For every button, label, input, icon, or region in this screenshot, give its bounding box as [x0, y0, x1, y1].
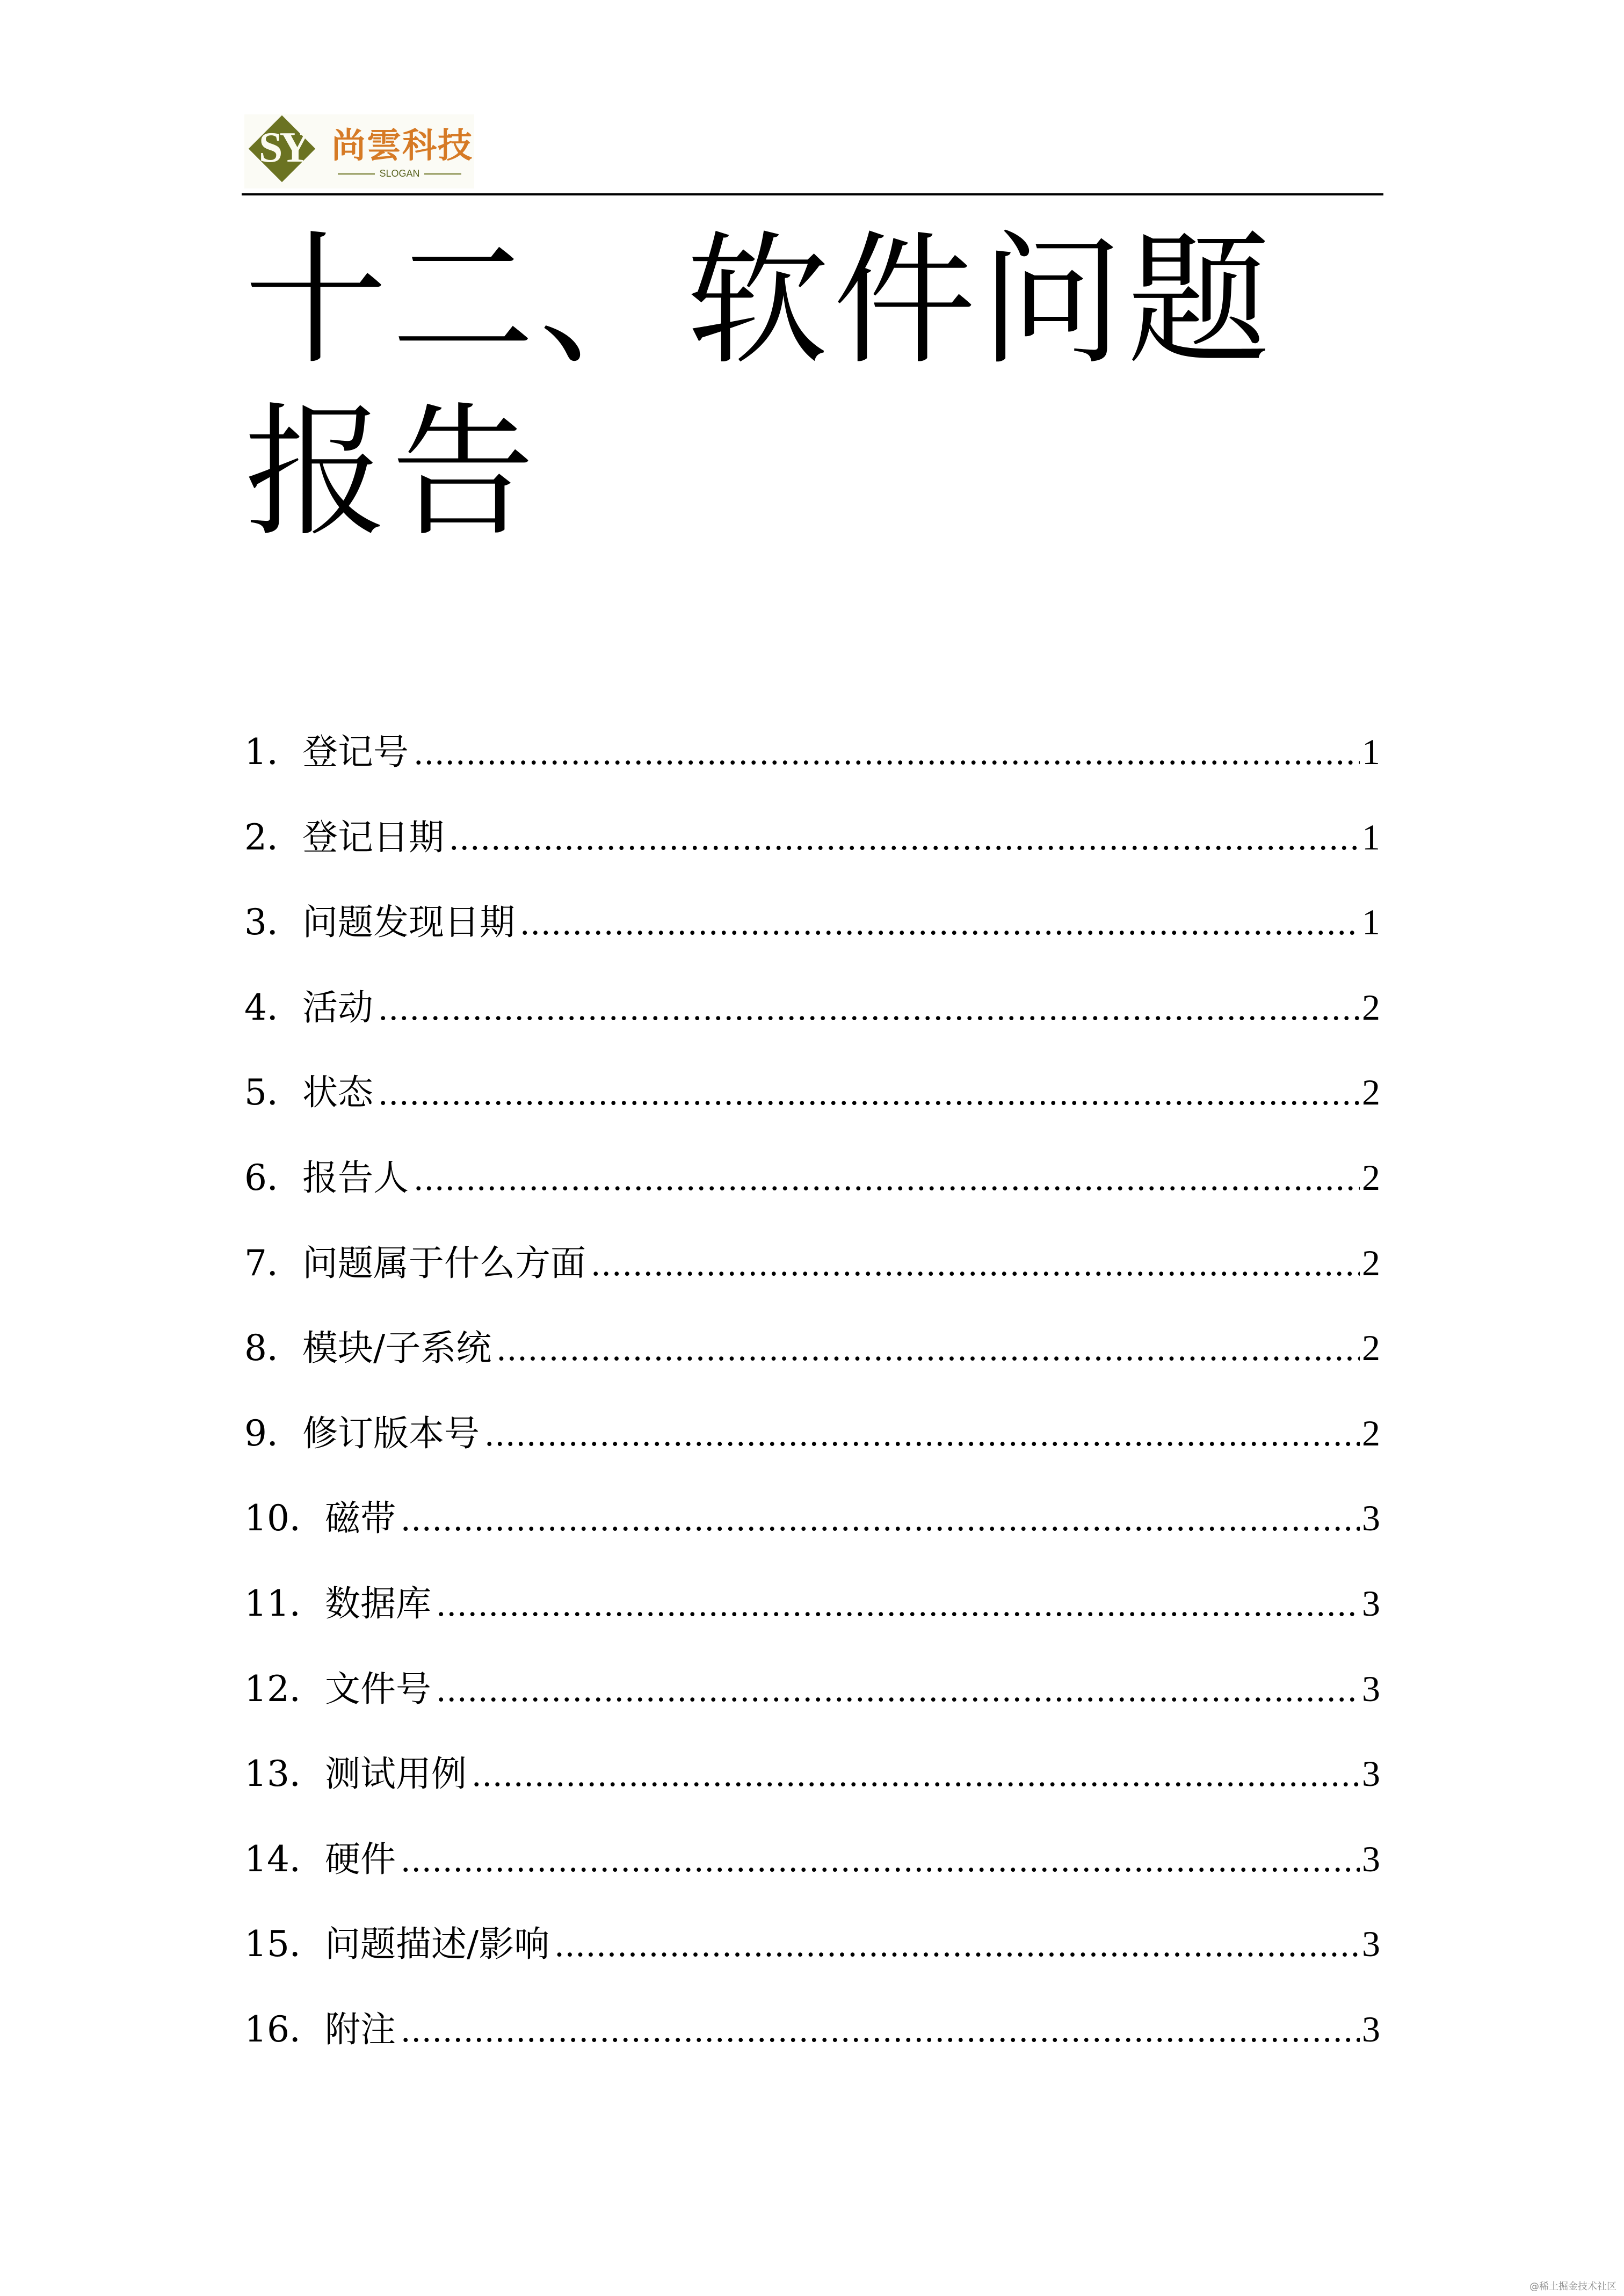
toc-label: 报告人 [302, 1157, 409, 1198]
toc-item[interactable] [244, 1749, 1380, 1835]
toc-number: 4． [244, 986, 302, 1028]
toc-page-number: 2 [1362, 1327, 1380, 1369]
toc-leader [485, 1410, 1360, 1458]
toc-item[interactable] [244, 1324, 1380, 1409]
toc-number: 11． [244, 1582, 325, 1624]
toc-label: 测试用例 [324, 1753, 467, 1795]
page-title: 十二、软件问题报告 [244, 217, 1274, 556]
toc-number: 13． [244, 1753, 325, 1795]
toc-leader [414, 729, 1360, 777]
logo-mark-text: SY [258, 124, 308, 171]
toc-leader [401, 2006, 1360, 2054]
toc-number: 12． [244, 1668, 325, 1710]
toc-label: 登记日期 [302, 816, 444, 858]
slogan-rule-left [338, 173, 375, 175]
toc-number: 16． [244, 2008, 325, 2050]
toc-number: 7． [244, 1242, 302, 1284]
toc-page-number: 3 [1362, 1838, 1380, 1879]
toc-page-number: 1 [1362, 816, 1380, 858]
toc-page-number: 3 [1362, 1753, 1380, 1794]
toc-label: 问题描述/影响 [324, 1923, 550, 1965]
toc-item[interactable] [244, 1068, 1380, 1153]
toc-item[interactable] [244, 728, 1380, 813]
toc-item[interactable] [244, 1409, 1380, 1494]
toc-page-number: 3 [1362, 1923, 1380, 1965]
toc-page-number: 2 [1362, 1412, 1380, 1454]
toc-leader [414, 1154, 1360, 1203]
toc-label: 硬件 [324, 1838, 396, 1880]
toc-page-number: 3 [1362, 2008, 1380, 2050]
toc-number: 9． [244, 1412, 302, 1454]
header-divider [242, 193, 1383, 195]
toc-item[interactable] [244, 813, 1380, 898]
toc-leader [450, 814, 1360, 862]
toc-number: 3． [244, 902, 302, 943]
toc-leader [379, 1069, 1360, 1117]
toc-item[interactable] [244, 1835, 1380, 1920]
toc-label: 登记号 [302, 731, 409, 773]
toc-leader [379, 984, 1360, 1033]
toc-leader [437, 1666, 1360, 1714]
toc-leader [520, 899, 1360, 947]
toc-label: 问题属于什么方面 [302, 1242, 586, 1284]
watermark: @稀土掘金技术社区 [1529, 2281, 1616, 2292]
logo-company-name: 尚雲科技 [331, 126, 473, 166]
company-logo [244, 114, 474, 188]
toc-page-number: 3 [1362, 1498, 1380, 1539]
slogan-text: SLOGAN [379, 168, 420, 179]
toc-number: 15． [244, 1923, 325, 1965]
toc-leader [497, 1325, 1360, 1373]
toc-page-number: 3 [1362, 1582, 1380, 1624]
toc-number: 1． [244, 731, 302, 773]
toc-item[interactable] [244, 1153, 1380, 1239]
toc-page-number: 2 [1362, 1072, 1380, 1113]
toc-number: 6． [244, 1157, 302, 1198]
toc-page-number: 2 [1362, 1157, 1380, 1198]
toc-leader [401, 1836, 1360, 1884]
table-of-contents [244, 728, 1380, 2090]
toc-item[interactable] [244, 1239, 1380, 1324]
toc-number: 10． [244, 1498, 325, 1539]
toc-item[interactable] [244, 1494, 1380, 1579]
toc-number: 14． [244, 1838, 325, 1880]
toc-item[interactable] [244, 898, 1380, 983]
toc-item[interactable] [244, 983, 1380, 1069]
toc-label: 模块/子系统 [302, 1327, 492, 1369]
toc-leader [472, 1750, 1360, 1799]
toc-page-number: 1 [1362, 902, 1380, 943]
logo-slogan [338, 168, 461, 179]
toc-label: 问题发现日期 [302, 902, 515, 943]
toc-label: 状态 [302, 1072, 373, 1114]
toc-item[interactable] [244, 1579, 1380, 1665]
toc-number: 8． [244, 1327, 302, 1369]
toc-leader [555, 1921, 1360, 1969]
toc-page-number: 1 [1362, 731, 1380, 772]
toc-leader [437, 1580, 1360, 1629]
toc-page-number: 3 [1362, 1668, 1380, 1709]
toc-label: 磁带 [324, 1498, 396, 1539]
toc-label: 附注 [324, 2008, 396, 2050]
toc-item[interactable] [244, 2005, 1380, 2090]
toc-number: 2． [244, 816, 302, 858]
toc-number: 5． [244, 1072, 302, 1114]
toc-leader [591, 1240, 1360, 1288]
toc-page-number: 2 [1362, 1242, 1380, 1283]
slogan-rule-right [424, 173, 461, 175]
toc-leader [401, 1495, 1360, 1543]
toc-label: 文件号 [324, 1668, 431, 1710]
toc-item[interactable] [244, 1920, 1380, 2005]
toc-page-number: 2 [1362, 986, 1380, 1028]
toc-label: 修订版本号 [302, 1412, 480, 1454]
toc-label: 数据库 [324, 1582, 431, 1624]
toc-item[interactable] [244, 1665, 1380, 1750]
toc-label: 活动 [302, 986, 373, 1028]
